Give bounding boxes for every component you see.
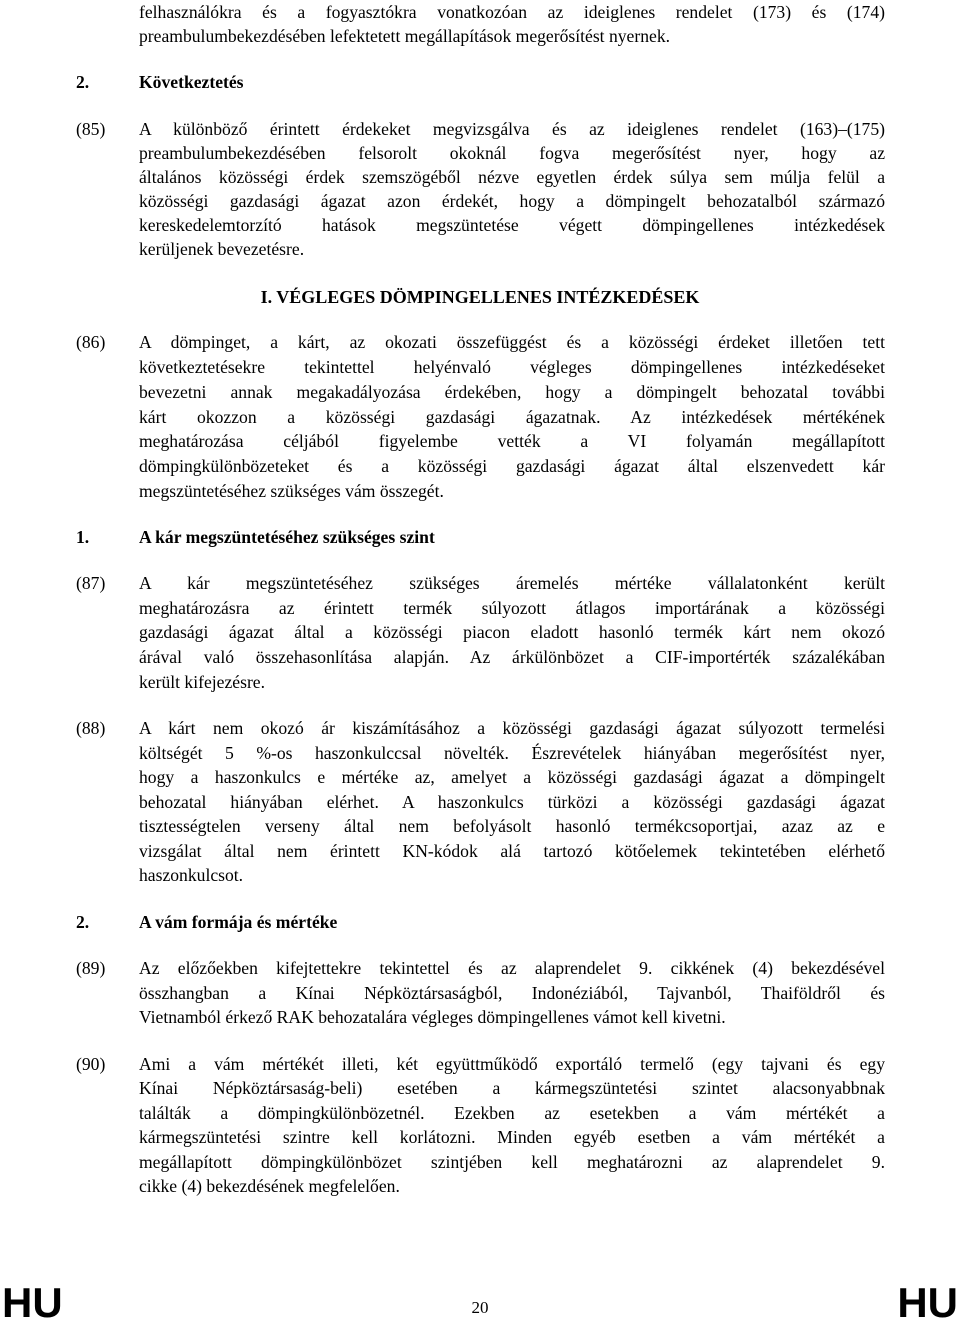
intro-line: felhasználókra és a fogyasztókra vonatkozóan az ideiglenes rendelet (173) és (174) bbox=[139, 2, 885, 22]
paragraph-line: kármegszüntetési szintre kell korlátozni. Minden egyéb esetben a vám mértékét a bbox=[139, 1127, 885, 1147]
language-code-right: HU bbox=[897, 1279, 958, 1326]
paragraph-line: összhangban a Kínai Népköztársaságból, Indonéziából, Tajvanból, Thaiföldről és bbox=[139, 983, 885, 1003]
paragraph-line: vizsgálat által nem érintett KN-kódok alá tartozó kötőelemek tekintetében elérhető bbox=[139, 841, 885, 861]
paragraph-line: kárt okozzon a közösségi gazdasági ágazatnak. Az intézkedések mértékének bbox=[139, 407, 885, 427]
paragraph-line: preambulumbekezdésében felsorolt okoknál fogva megerősítést nyer, hogy az bbox=[139, 143, 885, 163]
paragraph-line: kerüljenek bevezetésre. bbox=[139, 239, 305, 259]
section-heading: A kár megszüntetéséhez szükséges szint bbox=[139, 527, 435, 547]
paragraph-number: (90) bbox=[76, 1054, 106, 1074]
paragraph-line: A kárt nem okozó ár kiszámításához a közösségi gazdasági ágazat súlyozott termelési bbox=[139, 718, 885, 738]
paragraph-line: megszüntetéséhez szükséges vám összegét. bbox=[139, 481, 444, 501]
paragraph-line: tisztességtelen verseny által nem befolyásolt hasonló termékcsoportjai, azaz az e bbox=[139, 816, 885, 836]
paragraph-number: (87) bbox=[76, 573, 106, 593]
paragraph-line: Ami a vám mértékét illeti, két együttműködő exportáló termelő (egy tajvani és egy bbox=[139, 1054, 885, 1074]
paragraph-line: kereskedelemtorzító hatások megszüntetése végett dömpingellenes intézkedések bbox=[139, 215, 885, 235]
paragraph-line: közösségi gazdasági ágazat azon érdekét, hogy a dömpingelt behozatalból származó bbox=[139, 191, 885, 211]
page-number: 20 bbox=[471, 1298, 489, 1317]
paragraph-number: (88) bbox=[76, 718, 106, 738]
paragraph-line: hogy a haszonkulcs e mértéke az, amelyet a közösségi gazdasági ágazat a dömpingelt bbox=[139, 767, 885, 787]
paragraph-line: behozatal hiányában elérhet. A haszonkulcs türközi a közösségi gazdasági ágazat bbox=[139, 792, 885, 812]
paragraph-line: meghatározásra az érintett termék súlyozott átlagos importárának a közösségi bbox=[139, 598, 885, 618]
paragraph-line: A dömpinget, a kárt, az okozati összefüggést és a közösségi érdeket illetően tett bbox=[139, 332, 885, 352]
paragraph-line: gazdasági ágazat által a közösségi piacon eladott hasonló termék kárt nem okozó bbox=[139, 622, 885, 642]
paragraph-line: Vietnamból érkező RAK behozatalára végleges dömpingellenes vámot kell kivetni. bbox=[139, 1007, 726, 1027]
paragraph-line: A különböző érintett érdekeket megvizsgálva és az ideiglenes rendelet (163)–(175) bbox=[139, 119, 885, 139]
paragraph-line: általános közösségi érdek szemszögéből nézve egyetlen érdek súlya sem múlja felül a bbox=[139, 167, 885, 187]
paragraph-number: (89) bbox=[76, 958, 106, 978]
paragraph-line: bevezetni annak megakadályozása érdekében, hogy a dömpingelt behozatal további bbox=[139, 382, 885, 402]
paragraph-line: költségét 5 %-os haszonkulccsal növelték. Észrevételek hiányában megerősítést nyer, bbox=[139, 743, 885, 763]
paragraph-line: következtetésekre tekintettel helyénvaló végleges dömpingellenes intézkedéseket bbox=[139, 357, 885, 377]
paragraph-line: cikke (4) bekezdésének megfelelően. bbox=[139, 1176, 400, 1196]
paragraph-line: találták a dömpingkülönbözetnél. Ezekben az esetekben a vám mértékét a bbox=[139, 1103, 885, 1123]
section-heading: A vám formája és mértéke bbox=[139, 912, 338, 932]
paragraph-line: A kár megszüntetéséhez szükséges áremelés mértéke vállalatonként került bbox=[139, 573, 885, 593]
paragraph-line: árával való összehasonlítása alapján. Az árkülönbözet a CIF-importérték százalékában bbox=[139, 647, 885, 667]
paragraph-line: megállapított dömpingkülönbözet szintjében kell meghatározni az alaprendelet 9. bbox=[139, 1152, 885, 1172]
section-heading: Következtetés bbox=[139, 72, 244, 92]
paragraph-line: került kifejezésre. bbox=[139, 672, 266, 692]
section-number: 1. bbox=[76, 527, 90, 547]
section-number: 2. bbox=[76, 912, 90, 932]
paragraph-number: (85) bbox=[76, 119, 106, 139]
intro-line: preambulumbekezdésében lefektetett megállapítások megerősítést nyernek. bbox=[139, 26, 671, 46]
section-number: 2. bbox=[76, 72, 90, 92]
main-heading: I. VÉGLEGES DÖMPINGELLENES INTÉZKEDÉSEK bbox=[260, 287, 700, 307]
paragraph-line: Kínai Népköztársaság-beli) esetében a kármegszüntetési szintet alacsonyabbnak bbox=[139, 1078, 885, 1098]
paragraph-line: dömpingkülönbözeteket és a közösségi gazdasági ágazat által elszenvedett kár bbox=[139, 456, 885, 476]
language-code-left: HU bbox=[2, 1279, 63, 1326]
paragraph-line: meghatározása céljából figyelembe vették a VI folyamán megállapított bbox=[139, 431, 885, 451]
paragraph-line: haszonkulcsot. bbox=[139, 865, 244, 885]
paragraph-number: (86) bbox=[76, 332, 106, 352]
paragraph-line: Az előzőekben kifejtettekre tekintettel és az alaprendelet 9. cikkének (4) bekezdésével bbox=[139, 958, 885, 978]
